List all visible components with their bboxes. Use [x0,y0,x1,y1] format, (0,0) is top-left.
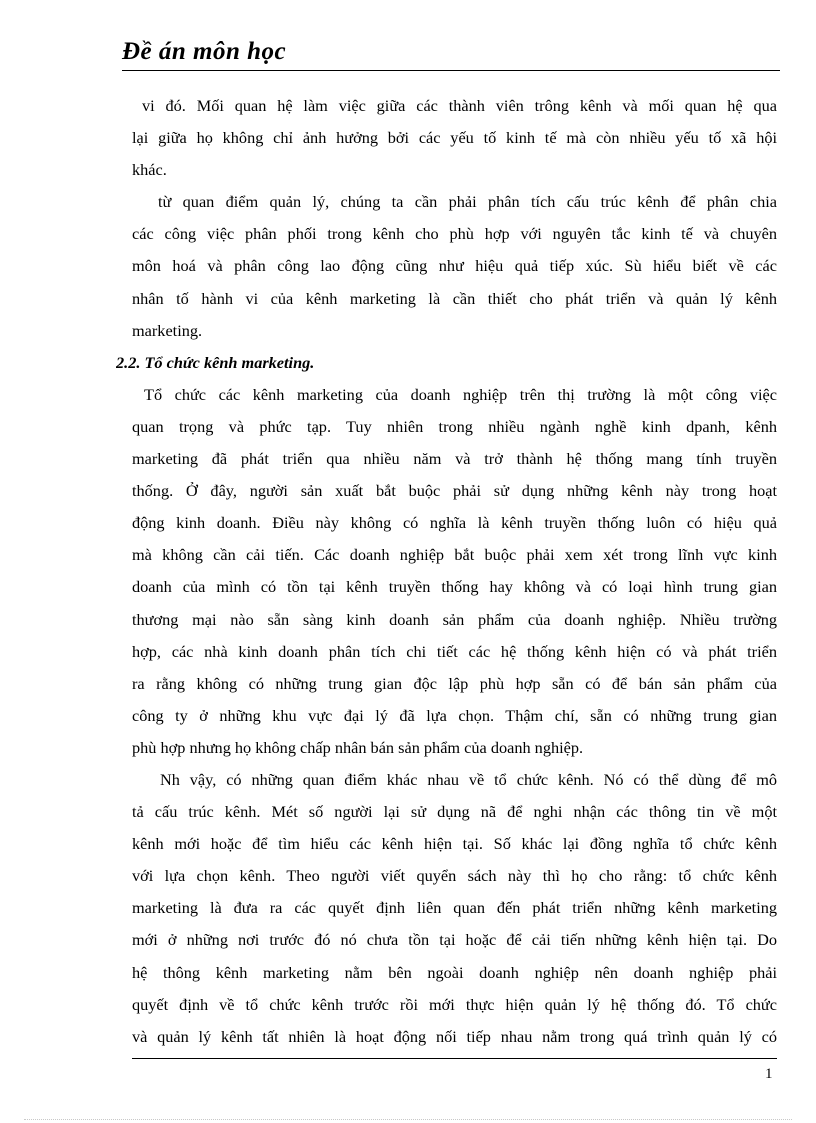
text-line: marketing đã phát triển qua nhiều năm và trở thành hệ thống mang tính truyền [132,449,777,469]
text-line: công ty ở những khu vực đại lý đã lựa chọn. Thậm chí, sẵn có những trung gian [132,705,777,725]
text-line: mà không cần cải tiến. Các doanh nghiệp bắt buộc phải xem xét trong lĩnh vực kinh [132,545,777,565]
document-body [116,90,777,1053]
page-number: 1 [765,1066,773,1082]
text-line: khác. [132,160,167,180]
text-line: phù hợp nhưng họ không chấp nhân bán sản phẩm của doanh nghiệp. [132,737,584,757]
text-line: và quản lý kênh tất nhiên là hoạt động nối tiếp nhau nằm trong quá trình quản lý có [132,1026,777,1046]
text-line: doanh của mình có tồn tại kênh truyền thống hay không và có loại hình trung gian [132,577,777,597]
header-title: Đề án môn học [122,38,287,65]
text-line: kênh mới hoặc để tìm hiểu các kênh hiện tại. Số khác lại đồng nghĩa tổ chức kênh [132,834,777,854]
page-break-marker [24,1119,792,1120]
section-heading: 2.2. Tổ chức kênh marketing. [116,352,315,372]
text-line: Tổ chức các kênh marketing của doanh nghiệp trên thị trường là một công việc [144,384,777,404]
text-line: tả cấu trúc kênh. Mét số người lại sử dụng nã để nghi nhận các thông tin về một [132,802,777,822]
text-line: môn hoá và phân công lao động cũng như hiệu quả tiếp xúc. Sù hiểu biết về các [132,256,777,276]
text-line: động kinh doanh. Điều này không có nghĩa là kênh truyền thống luôn có hiệu quả [132,513,777,533]
text-line: quyết định về tổ chức kênh trước rồi mới thực hiện quản lý hệ thống đó. Tổ chức [132,994,777,1014]
text-line: ra rằng không có những trung gian độc lập phù hợp sẵn có để bán sản phẩm của [132,673,777,693]
text-line: từ quan điểm quản lý, chúng ta cần phải phân tích cấu trúc kênh để phân chia [158,192,777,212]
footer-divider [132,1058,777,1059]
text-line: hợp, các nhà kinh doanh phân tích chi tiết các hệ thống kênh hiện có và phát triển [132,641,777,661]
text-line: mới ở những nơi trước đó nó chưa tồn tại hoặc để cải tiến những kênh hiện tại. Do [132,930,777,950]
text-line: thống. Ở đây, người sản xuất bắt buộc phải sử dụng những kênh này trong hoạt [132,481,777,501]
text-line: quan trọng và phức tạp. Tuy nhiên trong nhiều ngành nghề kinh dpanh, kênh [132,416,777,436]
text-line: marketing. [132,320,203,340]
text-line: marketing là đưa ra các quyết định liên quan đến phát triển những kênh marketing [132,898,777,918]
text-line: vi đó. Mối quan hệ làm việc giữa các thành viên trông kênh và mối quan hệ qua [142,96,777,115]
text-line: hệ thông kênh marketing nằm bên ngoài doanh nghiệp nên doanh nghiệp phải [132,962,777,982]
text-line: Nh vậy, có những quan điểm khác nhau về tổ chức kênh. Nó có thể dùng để mô [160,769,777,789]
text-line: nhân tố hành vi của kênh marketing là cần thiết cho phát triển và quản lý kênh [132,288,777,308]
text-line: với lựa chọn kênh. Theo người viết quyển sách này thì họ cho rằng: tổ chức kênh [132,866,777,886]
text-line: lại giữa họ không chỉ ảnh hưởng bởi các yếu tố kinh tế mà còn nhiều yếu tố xã hội [132,128,777,148]
header-divider [122,70,780,71]
text-line: các công việc phân phối trong kênh cho phù hợp với nguyên tắc kinh tế và chuyên [132,224,777,244]
text-line: thương mại nào sẵn sàng kinh doanh sản phẩm của doanh nghiệp. Nhiều trường [132,609,777,629]
section-heading-text: 2.2. Tổ chức kênh marketing [116,352,311,372]
